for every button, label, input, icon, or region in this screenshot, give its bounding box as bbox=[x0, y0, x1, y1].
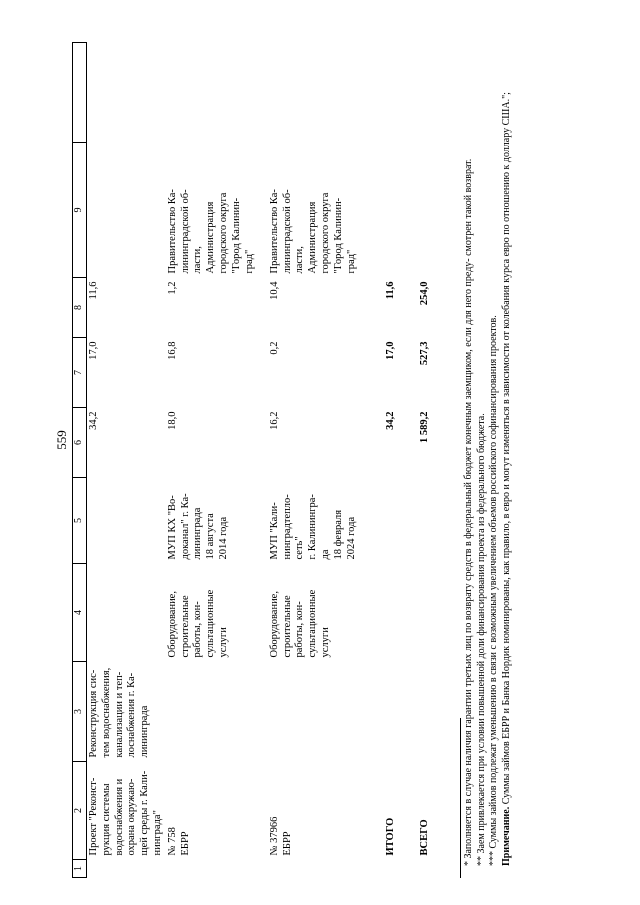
header-cell: 3 bbox=[73, 662, 87, 762]
borrower-cell bbox=[87, 478, 166, 564]
header-cell: 8 bbox=[73, 278, 87, 338]
grand-total-row bbox=[418, 43, 450, 878]
header-cell: 1 bbox=[73, 860, 87, 878]
note-text: Суммы займов ЕБРР и Банка Нордик номинированы, как правило, в евро и могут изменяться в зависимости от колебания курса евро по отношению к доллару США."; bbox=[500, 92, 512, 807]
footnote: * Заполняется в случае наличия гарантии третьих лиц по возврату средств в федеральный бюджет конечным заемщиком, если для него преду- смотрен такой возврат. bbox=[463, 158, 474, 866]
purpose-cell bbox=[268, 662, 384, 762]
project-cell: № 37966 ЕБРР bbox=[268, 816, 293, 856]
footnote: ** Заем привлекается при условии повышенной доли финансирования проекта из федерального бюджета. bbox=[475, 413, 487, 866]
guarantor-cell bbox=[87, 143, 166, 278]
amount-cell: 0,2 bbox=[268, 341, 280, 355]
amount-cell: 16,8 bbox=[166, 341, 178, 360]
guarantor-cell: Правительство Ка- лининградской об- ласти, Администрация городского округа "Город Калинин- град" bbox=[166, 189, 255, 274]
grand-total-label: ВСЕГО bbox=[418, 819, 430, 856]
loans-table bbox=[72, 42, 450, 878]
header-cell: 9 bbox=[73, 143, 87, 278]
goods-cell: Оборудование, строительные работы, кон- сультационные услуги bbox=[166, 589, 229, 658]
table-row bbox=[268, 43, 384, 878]
header-cell: 7 bbox=[73, 338, 87, 408]
purpose-cell bbox=[166, 662, 268, 762]
page-number: 559 bbox=[54, 430, 69, 450]
borrower-cell: МУП "Кали- нинградтепло- сеть" г. Калинингра- да 18 февраля 2024 года bbox=[268, 494, 357, 560]
table-row bbox=[166, 43, 268, 878]
project-cell: Проект "Реконст- рукция системы водоснабжения и охрана окружаю- щей среды г. Кали- нинграда" bbox=[88, 770, 163, 856]
total-label: ИТОГО bbox=[384, 817, 396, 856]
amount-cell: 11,6 bbox=[88, 281, 99, 300]
goods-cell: Оборудование, строительные работы, кон- сультационные услуги bbox=[268, 589, 331, 658]
footnote-rule bbox=[460, 718, 461, 878]
header-blank bbox=[73, 43, 87, 143]
grand-total-amount: 527,3 bbox=[418, 341, 430, 366]
header-row bbox=[73, 43, 87, 878]
total-amount: 17,0 bbox=[384, 341, 396, 360]
footnotes bbox=[460, 43, 513, 878]
table-row bbox=[87, 43, 166, 878]
borrower-cell: МУП КХ "Во- доканал" г. Ка- лининграда 18 августа 2014 года bbox=[166, 493, 229, 560]
header-cell: 6 bbox=[73, 408, 87, 478]
guarantor-cell: Правительство Ка- лининградской об- ласти, Администрация городского округа "Город Калинин- град" bbox=[268, 189, 357, 274]
amount-cell: 34,2 bbox=[88, 411, 99, 430]
header-cell: 4 bbox=[73, 564, 87, 662]
note bbox=[501, 43, 514, 878]
amount-cell: 16,2 bbox=[268, 411, 280, 430]
grand-total-amount: 254,0 bbox=[418, 281, 430, 306]
amount-cell: 17,0 bbox=[88, 341, 99, 360]
grand-total-amount: 1 589,2 bbox=[418, 411, 430, 443]
amount-cell: 10,4 bbox=[268, 281, 280, 300]
rotated-page-content bbox=[72, 28, 612, 878]
header-cell: 5 bbox=[73, 478, 87, 564]
goods-cell bbox=[87, 564, 166, 662]
total-amount: 34,2 bbox=[384, 411, 396, 430]
project-cell: № 758 ЕБРР bbox=[166, 827, 191, 856]
amount-cell: 1,2 bbox=[166, 281, 178, 295]
note-label: Примечание. bbox=[500, 806, 512, 866]
purpose-cell: Реконструкция сис- тем водоснабжения, канализации и теп- лоснабжения г. Ка- лининграда bbox=[88, 667, 151, 758]
footnote: *** Суммы займов подлежат уменьшению в связи с возможным увеличением объемов российского софинансирования проектов. bbox=[488, 315, 499, 866]
amount-cell: 18,0 bbox=[166, 411, 178, 430]
header-cell: 2 bbox=[73, 762, 87, 860]
total-row bbox=[384, 43, 418, 878]
total-amount: 11,6 bbox=[384, 281, 396, 300]
